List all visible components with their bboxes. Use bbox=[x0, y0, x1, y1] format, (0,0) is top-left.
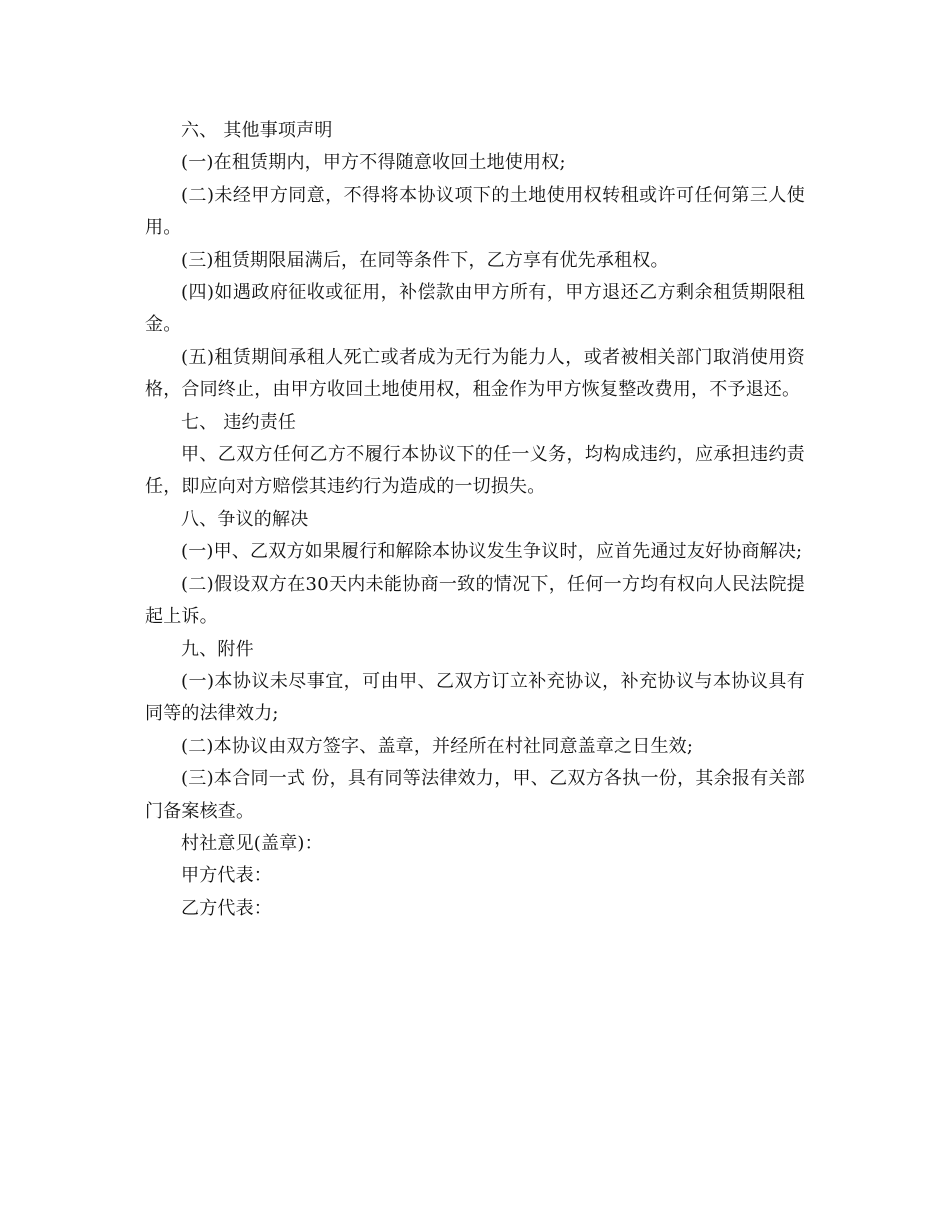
clause-paragraph: (五)租赁期间承租人死亡或者成为无行为能力人，或者被相关部门取消使用资格，合同终止，由甲方收回土地使用权，租金作为甲方恢复整改费用，不予退还。 bbox=[145, 346, 805, 401]
clause-paragraph: (一)甲、乙双方如果履行和解除本协议发生争议时，应首先通过友好协商解决; bbox=[181, 541, 803, 563]
document-page bbox=[145, 115, 805, 925]
signature-party-b: 乙方代表： bbox=[181, 897, 272, 919]
signature-village-opinion: 村社意见(盖章)： bbox=[181, 832, 323, 854]
clause-paragraph: (二)假设双方在30天内未能协商一致的情况下，任何一方均有权向人民法院提起上诉。 bbox=[145, 573, 805, 628]
clause-paragraph: (一)本协议未尽事宜，可由甲、乙双方订立补充协议，补充协议与本协议具有同等的法律效力; bbox=[145, 670, 805, 725]
signature-party-a: 甲方代表： bbox=[181, 865, 272, 887]
section-heading-other-matters: 六、 其他事项声明 bbox=[181, 120, 333, 141]
clause-paragraph: (三)租赁期限届满后，在同等条件下，乙方享有优先承租权。 bbox=[181, 249, 669, 271]
clause-paragraph: (四)如遇政府征收或征用，补偿款由甲方所有，甲方退还乙方剩余租赁期限租金。 bbox=[145, 282, 805, 336]
section-heading-attachments: 九、附件 bbox=[181, 638, 254, 660]
clause-paragraph: (三)本合同一式 份，具有同等法律效力，甲、乙双方各执一份，其余报有关部门备案核查。 bbox=[145, 768, 805, 822]
section-heading-breach: 七、 违约责任 bbox=[181, 411, 297, 433]
clause-paragraph: 甲、乙双方任何乙方不履行本协议下的任一义务，均构成违约，应承担违约责任，即应向对方赔偿其违约行为造成的一切损失。 bbox=[145, 444, 805, 498]
section-heading-dispute: 八、争议的解决 bbox=[181, 508, 309, 530]
clause-paragraph: (一)在租赁期内，甲方不得随意收回土地使用权; bbox=[181, 152, 566, 174]
clause-paragraph: (二)本协议由双方签字、盖章，并经所在村社同意盖章之日生效; bbox=[181, 735, 694, 757]
clause-paragraph: (二)未经甲方同意，不得将本协议项下的土地使用权转租或许可任何第三人使用。 bbox=[145, 184, 805, 239]
